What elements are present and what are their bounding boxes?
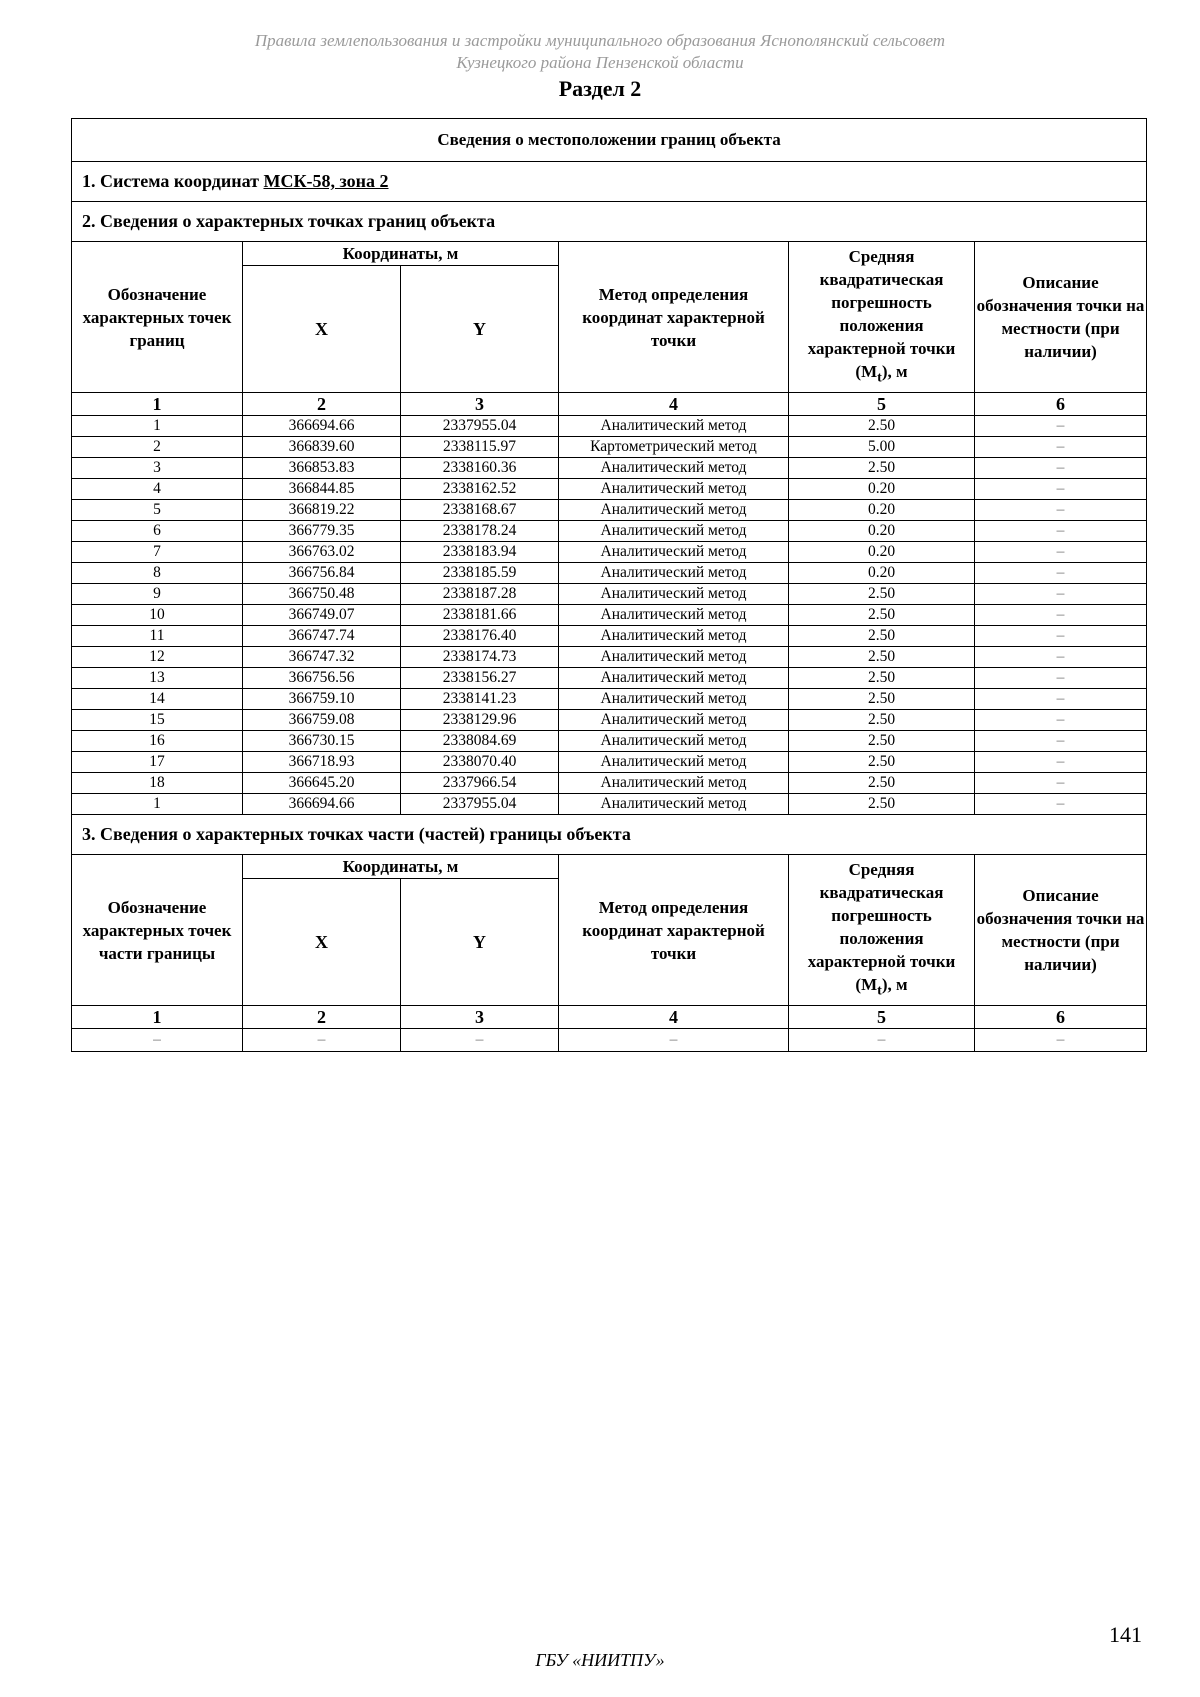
- col-number: 1: [72, 393, 243, 416]
- part3-title: 3. Сведения о характерных точках части (частей) границы объекта: [72, 815, 1147, 855]
- table-cell: 2338174.73: [401, 647, 559, 668]
- table-cell: Аналитический метод: [559, 647, 789, 668]
- footer-organization: ГБУ «НИИТПУ»: [535, 1650, 665, 1670]
- table-cell: 0.20: [789, 500, 975, 521]
- table-cell: 2.50: [789, 773, 975, 794]
- table-cell: 2.50: [789, 794, 975, 815]
- table-cell: 12: [72, 647, 243, 668]
- table-row: [72, 668, 1147, 689]
- table-cell: –: [975, 689, 1147, 710]
- head-description: Описание обозначения точки на местности (при наличии): [975, 242, 1147, 393]
- table-cell: 2.50: [789, 416, 975, 437]
- head-x: X: [243, 266, 401, 393]
- table-cell: 2.50: [789, 752, 975, 773]
- coord-system-row: [72, 162, 1147, 202]
- head3-description: Описание обозначения точки на местности (при наличии): [975, 855, 1147, 1006]
- table-cell: 2338084.69: [401, 731, 559, 752]
- head3-coordinates: Координаты, м: [243, 855, 559, 879]
- table-row: [72, 437, 1147, 458]
- table-cell: 2337966.54: [401, 773, 559, 794]
- table-cell: 2338176.40: [401, 626, 559, 647]
- col-number: 6: [975, 1006, 1147, 1029]
- table-cell: Аналитический метод: [559, 731, 789, 752]
- table-cell: 366645.20: [243, 773, 401, 794]
- head3-designation: Обозначение характерных точек части границы: [72, 855, 243, 1006]
- table-cell: 0.20: [789, 479, 975, 500]
- table-cell: Аналитический метод: [559, 521, 789, 542]
- col-number: 5: [789, 393, 975, 416]
- table-cell: Аналитический метод: [559, 500, 789, 521]
- col-number: 5: [789, 1006, 975, 1029]
- table-cell: 2338162.52: [401, 479, 559, 500]
- table-cell: –: [975, 542, 1147, 563]
- table-cell: 366763.02: [243, 542, 401, 563]
- table-cell: 366759.10: [243, 689, 401, 710]
- table-row: [72, 752, 1147, 773]
- table-cell: 0.20: [789, 563, 975, 584]
- table-cell: 2338183.94: [401, 542, 559, 563]
- table-cell: 11: [72, 626, 243, 647]
- table-cell: 366694.66: [243, 794, 401, 815]
- table-cell: 1: [72, 794, 243, 815]
- table-cell: 2338178.24: [401, 521, 559, 542]
- head3-method: Метод определения координат характерной точки: [559, 855, 789, 1006]
- table-cell: 15: [72, 710, 243, 731]
- table-row: [72, 605, 1147, 626]
- table-row: [72, 794, 1147, 815]
- table-cell: 2.50: [789, 710, 975, 731]
- table-cell: 366779.35: [243, 521, 401, 542]
- section-title: Раздел 2: [558, 76, 642, 101]
- table-cell: –: [975, 563, 1147, 584]
- table-cell: 2.50: [789, 584, 975, 605]
- table-cell: 18: [72, 773, 243, 794]
- table-cell: –: [975, 647, 1147, 668]
- table-cell: 2.50: [789, 605, 975, 626]
- head-designation: Обозначение характерных точек границ: [72, 242, 243, 393]
- table-cell: 2338070.40: [401, 752, 559, 773]
- table-cell: Аналитический метод: [559, 416, 789, 437]
- table-row: [72, 584, 1147, 605]
- table-cell: –: [975, 521, 1147, 542]
- document-header-line2: Кузнецкого района Пензенской области: [456, 53, 744, 72]
- table-cell: Аналитический метод: [559, 794, 789, 815]
- table-cell: 366844.85: [243, 479, 401, 500]
- boundary-table: [71, 118, 1147, 1052]
- table-row: [72, 479, 1147, 500]
- table-cell: 13: [72, 668, 243, 689]
- table-cell: –: [401, 1029, 559, 1052]
- head-error-tail: ), м: [881, 361, 908, 381]
- table-cell: 5.00: [789, 437, 975, 458]
- table-cell: 2338141.23: [401, 689, 559, 710]
- table-cell: 16: [72, 731, 243, 752]
- table-cell: 2338185.59: [401, 563, 559, 584]
- table-row: [72, 689, 1147, 710]
- table-cell: 5: [72, 500, 243, 521]
- table-cell: Аналитический метод: [559, 710, 789, 731]
- head-y: Y: [401, 266, 559, 393]
- table-cell: 0.20: [789, 521, 975, 542]
- table-cell: –: [975, 752, 1147, 773]
- part2-title: 2. Сведения о характерных точках границ объекта: [72, 202, 1147, 242]
- table-cell: Картометрический метод: [559, 437, 789, 458]
- table-cell: 366747.74: [243, 626, 401, 647]
- table-cell: 2.50: [789, 731, 975, 752]
- table-cell: 2.50: [789, 458, 975, 479]
- table-cell: –: [243, 1029, 401, 1052]
- table-cell: 2.50: [789, 668, 975, 689]
- head3-error: [789, 855, 975, 1006]
- col-number: 3: [401, 1006, 559, 1029]
- head-coordinates: Координаты, м: [243, 242, 559, 266]
- table-cell: –: [975, 437, 1147, 458]
- table-cell: Аналитический метод: [559, 752, 789, 773]
- table-cell: 7: [72, 542, 243, 563]
- table-row: [72, 731, 1147, 752]
- table-cell: 9: [72, 584, 243, 605]
- table-row: [72, 563, 1147, 584]
- table-cell: 366718.93: [243, 752, 401, 773]
- table-cell: 366694.66: [243, 416, 401, 437]
- table-cell: 2338160.36: [401, 458, 559, 479]
- col-number: 4: [559, 393, 789, 416]
- table-row: [72, 626, 1147, 647]
- table-cell: 8: [72, 563, 243, 584]
- table-cell: –: [975, 626, 1147, 647]
- col-number: 4: [559, 1006, 789, 1029]
- table-cell: 366749.07: [243, 605, 401, 626]
- page-number: 141: [1109, 1622, 1142, 1647]
- table-row: [72, 500, 1147, 521]
- head-error-sub: t: [877, 369, 882, 386]
- table-cell: 2.50: [789, 689, 975, 710]
- table-cell: 3: [72, 458, 243, 479]
- table-cell: 366853.83: [243, 458, 401, 479]
- head3-error-tail: ), м: [881, 974, 908, 994]
- table-cell: –: [975, 773, 1147, 794]
- col-number: 3: [401, 393, 559, 416]
- table-cell: –: [975, 458, 1147, 479]
- table-cell: Аналитический метод: [559, 584, 789, 605]
- table-row: [72, 416, 1147, 437]
- table-cell: 366756.84: [243, 563, 401, 584]
- table-cell: 366756.56: [243, 668, 401, 689]
- table-cell: Аналитический метод: [559, 458, 789, 479]
- table-row: [72, 458, 1147, 479]
- col-number: 1: [72, 1006, 243, 1029]
- table-cell: Аналитический метод: [559, 605, 789, 626]
- table-cell: –: [975, 500, 1147, 521]
- table-cell: 366747.32: [243, 647, 401, 668]
- table-cell: –: [72, 1029, 243, 1052]
- table-cell: 366819.22: [243, 500, 401, 521]
- table-cell: 1: [72, 416, 243, 437]
- table-cell: Аналитический метод: [559, 773, 789, 794]
- column-numbers-row: [72, 393, 1147, 416]
- table-cell: 366750.48: [243, 584, 401, 605]
- table-row: [72, 1029, 1147, 1052]
- table-cell: Аналитический метод: [559, 563, 789, 584]
- table-cell: 2338187.28: [401, 584, 559, 605]
- table-cell: 0.20: [789, 542, 975, 563]
- table-cell: Аналитический метод: [559, 626, 789, 647]
- head-error-main: Средняя квадратическая погрешность положения характерной точки (M: [807, 246, 956, 381]
- column-numbers-row: [72, 1006, 1147, 1029]
- table-cell: 4: [72, 479, 243, 500]
- coord-system-value: МСК-58, зона 2: [263, 171, 389, 191]
- table-cell: 2338129.96: [401, 710, 559, 731]
- table-cell: Аналитический метод: [559, 689, 789, 710]
- table-cell: 2: [72, 437, 243, 458]
- col-number: 6: [975, 393, 1147, 416]
- table-row: [72, 521, 1147, 542]
- table-cell: Аналитический метод: [559, 668, 789, 689]
- col-number: 2: [243, 1006, 401, 1029]
- head3-error-sub: t: [877, 982, 882, 999]
- table-cell: 366759.08: [243, 710, 401, 731]
- head3-y: Y: [401, 879, 559, 1006]
- table-row: [72, 710, 1147, 731]
- table-cell: 2337955.04: [401, 416, 559, 437]
- table-cell: –: [975, 710, 1147, 731]
- table-cell: –: [559, 1029, 789, 1052]
- table-cell: –: [975, 416, 1147, 437]
- table-cell: –: [975, 584, 1147, 605]
- table-cell: –: [975, 479, 1147, 500]
- table-cell: –: [975, 794, 1147, 815]
- table-cell: 366839.60: [243, 437, 401, 458]
- table-cell: 2.50: [789, 626, 975, 647]
- table-cell: –: [975, 668, 1147, 689]
- table-cell: –: [789, 1029, 975, 1052]
- table-cell: 2.50: [789, 647, 975, 668]
- table-row: [72, 647, 1147, 668]
- col-number: 2: [243, 393, 401, 416]
- document-header-line1: Правила землепользования и застройки муниципального образования Яснополянский сельсовет: [254, 31, 946, 50]
- table-row: [72, 773, 1147, 794]
- table-cell: –: [975, 731, 1147, 752]
- table-cell: 6: [72, 521, 243, 542]
- table-cell: –: [975, 605, 1147, 626]
- head3-error-main: Средняя квадратическая погрешность положения характерной точки (M: [807, 859, 956, 994]
- table-cell: 2337955.04: [401, 794, 559, 815]
- table-cell: 17: [72, 752, 243, 773]
- table-cell: Аналитический метод: [559, 479, 789, 500]
- table-cell: 2338168.67: [401, 500, 559, 521]
- table-cell: 10: [72, 605, 243, 626]
- head-method: Метод определения координат характерной точки: [559, 242, 789, 393]
- table-cell: 14: [72, 689, 243, 710]
- table-title: Сведения о местоположении границ объекта: [72, 119, 1147, 162]
- table-row: [72, 542, 1147, 563]
- table-cell: 2338156.27: [401, 668, 559, 689]
- table-cell: 2338115.97: [401, 437, 559, 458]
- head-error: [789, 242, 975, 393]
- head3-x: X: [243, 879, 401, 1006]
- table-cell: –: [975, 1029, 1147, 1052]
- coord-system-label: 1. Система координат: [82, 171, 259, 191]
- table-cell: Аналитический метод: [559, 542, 789, 563]
- table-cell: 2338181.66: [401, 605, 559, 626]
- table-cell: 366730.15: [243, 731, 401, 752]
